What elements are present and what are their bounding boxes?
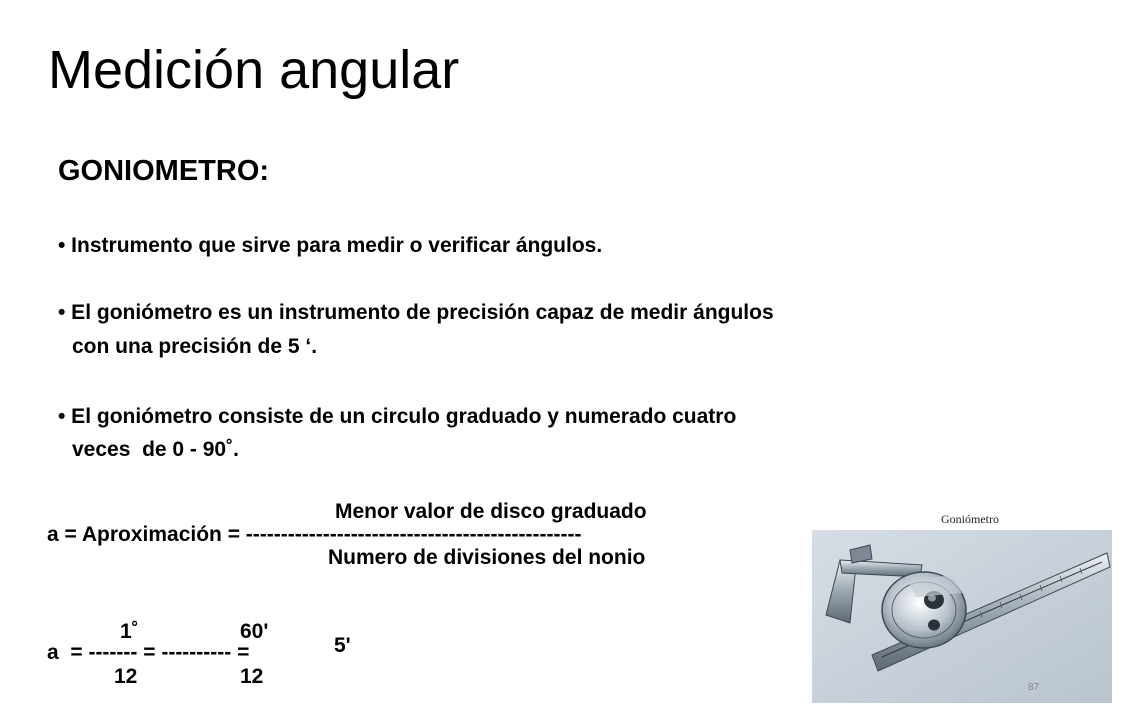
calc-result: 5' bbox=[334, 634, 351, 657]
calc-numerator-1: 1˚ bbox=[120, 620, 139, 643]
bullet-2-line-1: • El goniómetro es un instrumento de precisión capaz de medir ángulos bbox=[58, 301, 774, 324]
bullet-2-line-2: con una precisión de 5 ‘. bbox=[72, 335, 318, 358]
formula-approximation-line: a = Aproximación = ------------------------------------------------ bbox=[47, 523, 582, 546]
bullet-3-line-1: • El goniómetro consiste de un circulo graduado y numerado cuatro bbox=[58, 405, 737, 428]
bullet-3-line-2: veces de 0 - 90˚. bbox=[72, 438, 239, 461]
section-heading: GONIOMETRO: bbox=[58, 155, 270, 187]
figure-caption: Goniómetro bbox=[941, 512, 999, 526]
page-number: 87 bbox=[1028, 682, 1040, 693]
calc-denominator-2: 12 bbox=[240, 665, 264, 688]
formula-numerator: Menor valor de disco graduado bbox=[335, 500, 647, 523]
goniometer-image bbox=[812, 505, 1112, 703]
calc-denominator-1: 12 bbox=[114, 665, 138, 688]
slide-title: Medición angular bbox=[48, 40, 460, 100]
calc-line: a = ------- = ---------- = bbox=[47, 641, 250, 664]
formula-denominator: Numero de divisiones del nonio bbox=[328, 546, 646, 569]
bullet-1: • Instrumento que sirve para medir o verificar ángulos. bbox=[58, 234, 603, 257]
calc-numerator-2: 60' bbox=[240, 620, 269, 643]
